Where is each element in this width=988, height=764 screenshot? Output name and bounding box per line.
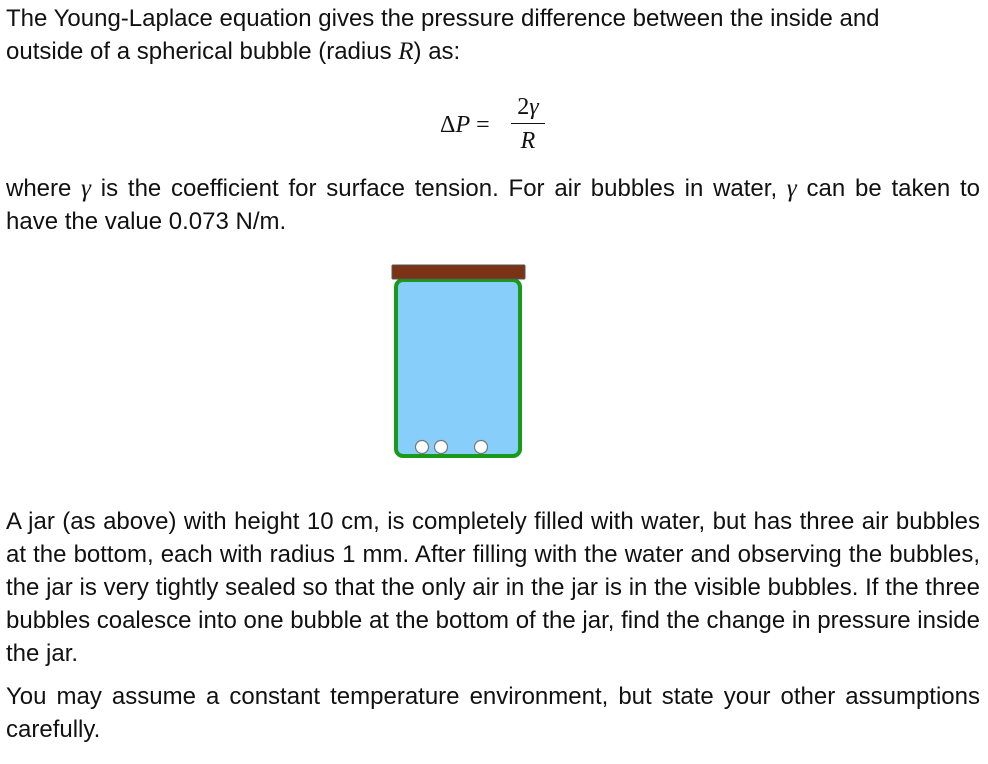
- air-bubble: [435, 441, 448, 454]
- intro-line-1: The Young-Laplace equation gives the pressure difference between the inside and: [6, 5, 880, 32]
- pressure-variable: P: [455, 112, 471, 138]
- fraction-denominator: R: [520, 128, 536, 154]
- delta-symbol: Δ: [440, 112, 456, 138]
- gamma-variable-2: γ: [786, 175, 797, 202]
- jar-water: [396, 280, 520, 456]
- numerator-coefficient: 2: [517, 94, 530, 120]
- intro-line-2-prefix: outside of a spherical bubble (radius: [6, 38, 399, 65]
- air-bubble: [475, 441, 488, 454]
- air-bubble: [416, 441, 429, 454]
- intro-paragraph: [6, 2, 980, 68]
- definition-part-3: can be taken to have the value 0.073 N/m.: [6, 175, 980, 235]
- problem-paragraph: A jar (as above) with height 10 cm, is completely filled with water, but has three air bubbles at the bottom, each with radius 1 mm. After filling with the water and observing the bubbles, the jar is very tightly sealed so that the only air in the jar is in the visible bubbles. If the three bubbles coalesce into one bubble at the bottom of the jar, find the change in pressure inside the jar.: [6, 508, 980, 667]
- fraction-bar: [511, 123, 545, 124]
- definition-part-2: is the coefficient for surface tension. For air bubbles in water,: [91, 175, 787, 202]
- definition-part-1: where: [6, 175, 82, 202]
- numerator-gamma: γ: [529, 94, 539, 120]
- equation-fraction: [511, 93, 545, 155]
- gamma-variable-1: γ: [81, 175, 92, 202]
- equation-lhs: [440, 112, 490, 139]
- fraction-numerator: [511, 93, 545, 121]
- radius-variable: R: [398, 38, 414, 65]
- assumption-paragraph: You may assume a constant temperature environment, but state your other assumptions carefully.: [6, 683, 980, 743]
- intro-line-2-suffix: ) as:: [413, 38, 461, 65]
- young-laplace-equation: [6, 93, 980, 163]
- jar-lid: [392, 265, 525, 279]
- equals-sign: =: [476, 112, 490, 138]
- definition-paragraph: [6, 172, 980, 238]
